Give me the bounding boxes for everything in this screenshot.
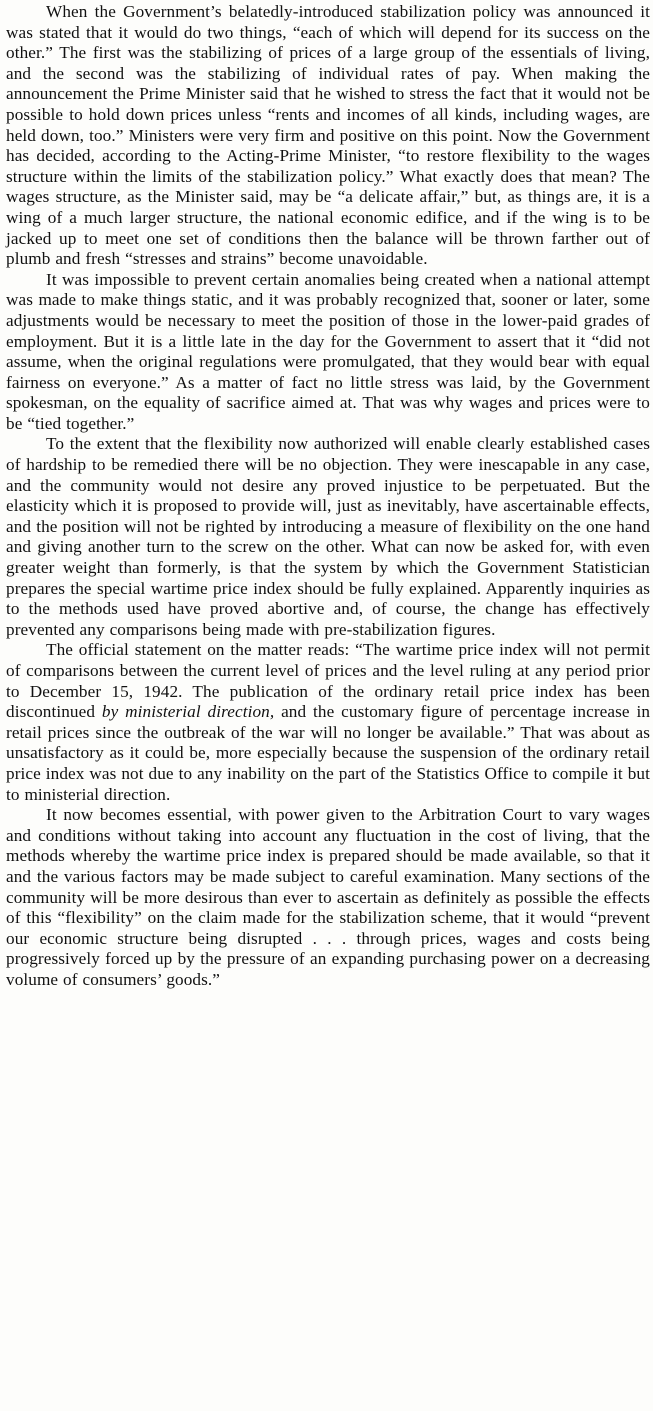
paragraph-4-end: and the customary figure of percentage increase in retail prices since the outbreak of the war will no longer be available.” That was about as unsatisfactory as it could be, more especially because the suspension of the ordinary retail price index was not due to any inability on the part of the Statistics Office to compile it but to ministerial direction. bbox=[6, 702, 651, 804]
paragraph-3: To the extent that the flexibility now authorized will enable clearly established cases of hardship to be remedied there will be no objection. They were inescapable in any case, and the community would not desire any proved injustice to be perpetuated. But the elasticity which it is proposed to provide will, just as inevitably, have ascertainable effects, and the position will not be righted by introducing a measure of flexibility on the one hand and giving another turn to the screw on the other. What can now be asked for, with even greater weight than formerly, is that the system by which the Government Statistician prepares the special wartime price index should be fully explained. Apparently inquiries as to the methods used have proved abortive and, of course, the change has effectively prevented any comparisons being made with pre-stabilization figures. bbox=[6, 434, 650, 639]
paragraph-1: When the Government’s belatedly-introduced stabilization policy was announced it was stated that it would do two things, “each of which will depend for its success on the other.” The first was the stabilizing of prices of a large group of the essentials of living, and the second was the stabilizing of individual rates of pay. When making the announcement the Prime Minister said that he wished to stress the fact that it would not be possible to hold down prices unless “rents and incomes of all kinds, including wages, are held down, too.” Ministers were very firm and positive on this point. Now the Government has decided, according to the Acting-Prime Minister, “to restore flexibility to the wages structure within the limits of the stabilization policy.” What exactly does that mean? The wages structure, as the Minister said, may be “a delicate affair,” but, as things are, it is a wing of a much larger structure, the national economic edifice, and if the wing is to be jacked up to meet one set of conditions then the balance will be thrown farther out of plumb and fresh “stresses and strains” become unavoidable. bbox=[6, 2, 650, 269]
paragraph-5: It now becomes essential, with power given to the Arbitration Court to vary wages and conditions without taking into account any fluctuation in the cost of living, that the methods whereby the wartime price index is prepared should be made available, so that it and the various factors may be made subject to careful examination. Many sections of the community will be more desirous than ever to ascertain as definitely as possible the effects of this “flexibility” on the claim made for the stabilization scheme, that it would “prevent our economic structure being disrupted . . . through prices, wages and costs being progressively forced up by the pressure of an expanding purchasing power on a decreasing volume of consumers’ goods.” bbox=[6, 805, 650, 989]
italic-phrase: by ministerial direction, bbox=[101, 702, 275, 722]
paragraph-4-start: The official statement on the matter reads: “The wartime price index will not permit of comparisons between the current level of prices and the level ruling at any period prior to December 15, 1942. The publication of the ordinary retail price index has been discontinued bbox=[6, 640, 650, 722]
paragraph-4 bbox=[6, 640, 650, 805]
paragraph-2: It was impossible to prevent certain anomalies being created when a national attempt was made to make things static, and it was probably recognized that, sooner or later, some adjustments would be necessary to meet the position of those in the lower-paid grades of employment. But it is a little late in the day for the Government to assert that it “did not assume, when the original regulations were promulgated, that they would bear with equal fairness on everyone.” As a matter of fact no little stress was laid, by the Government spokesman, on the equality of sacrifice aimed at. That was why wages and prices were to be “tied together.” bbox=[6, 269, 650, 433]
